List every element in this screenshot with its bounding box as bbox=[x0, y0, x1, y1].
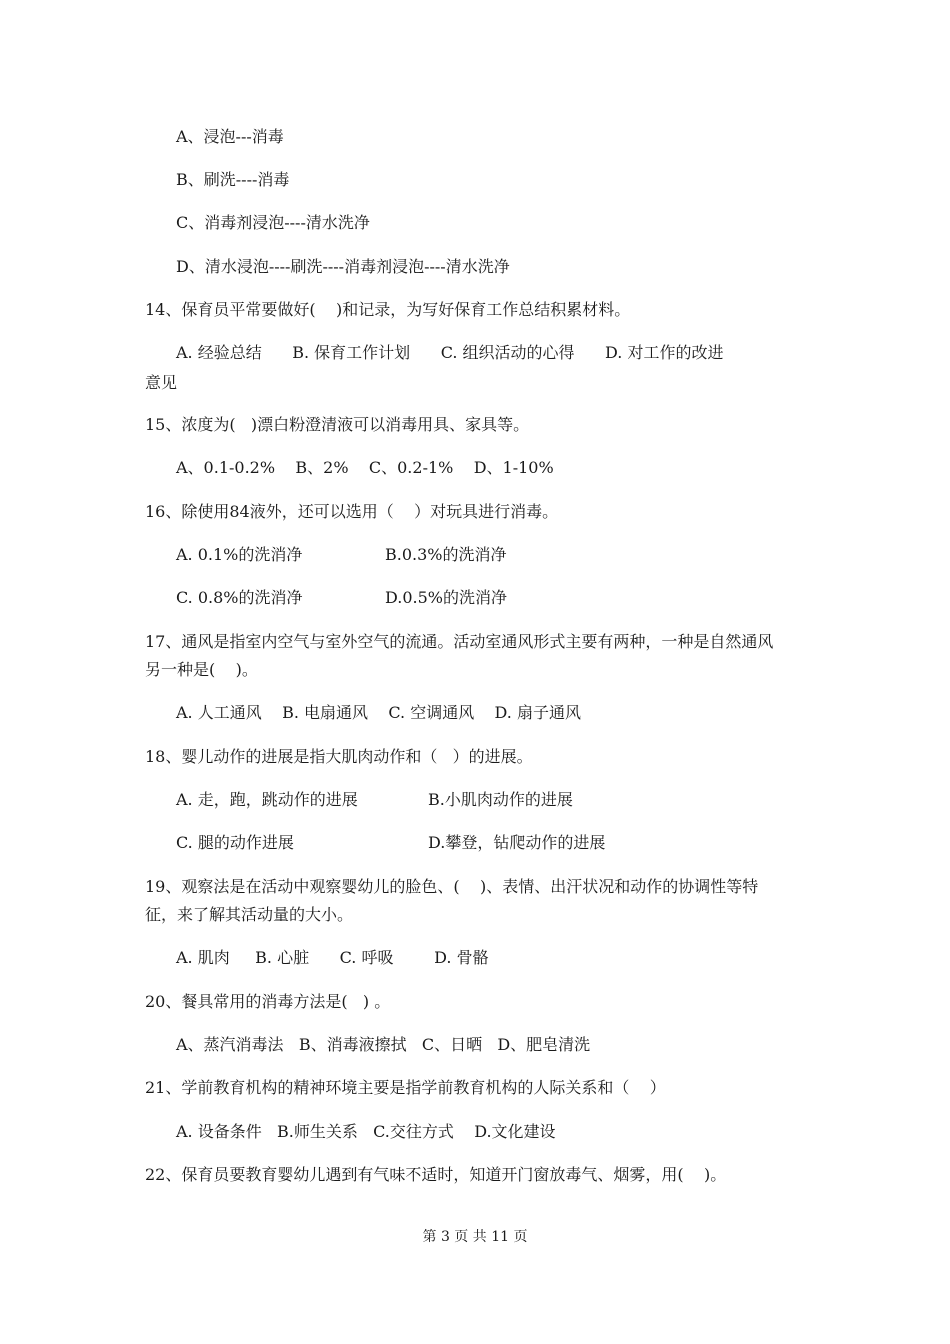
q13-option-c: C、消毒剂浸泡----清水洗净 bbox=[176, 213, 370, 232]
q13-option-b: B、刷洗----消毒 bbox=[176, 170, 290, 189]
q21-options: A. 设备条件 B.师生关系 C.交往方式 D.文化建设 bbox=[176, 1122, 556, 1141]
q18-stem: 18、婴儿动作的进展是指大肌肉动作和（ ）的进展。 bbox=[145, 747, 533, 766]
q14-options: A. 经验总结 B. 保育工作计划 C. 组织活动的心得 D. 对工作的改进 bbox=[176, 343, 724, 362]
q16-option-b: B.0.3%的洗消净 bbox=[385, 545, 507, 564]
q13-option-a: A、浸泡---消毒 bbox=[176, 127, 284, 146]
q22-stem: 22、保育员要教育婴幼儿遇到有气味不适时，知道开门窗放毒气、烟雾，用( )。 bbox=[145, 1165, 727, 1184]
q19-stem: 19、观察法是在活动中观察婴幼儿的脸色、( )、表情、出汗状况和动作的协调性等特 bbox=[145, 877, 759, 896]
q14-stem: 14、保育员平常要做好( )和记录，为写好保育工作总结积累材料。 bbox=[145, 300, 631, 319]
q18-option-a: A. 走，跑，跳动作的进展 bbox=[176, 790, 358, 809]
q19-stem-continued: 征，来了解其活动量的大小。 bbox=[145, 905, 354, 924]
q15-options: A、0.1-0.2% B、2% C、0.2-1% D、1-10% bbox=[176, 458, 554, 477]
q16-option-c: C. 0.8%的洗消净 bbox=[176, 588, 303, 607]
q16-stem: 16、除使用84液外，还可以选用（ ）对玩具进行消毒。 bbox=[145, 502, 559, 521]
q18-option-b: B.小肌肉动作的进展 bbox=[428, 790, 573, 809]
q19-options: A. 肌肉 B. 心脏 C. 呼吸 D. 骨骼 bbox=[176, 948, 489, 967]
q18-option-d: D.攀登，钻爬动作的进展 bbox=[428, 833, 606, 852]
q14-options-continued: 意见 bbox=[145, 373, 178, 392]
q17-options: A. 人工通风 B. 电扇通风 C. 空调通风 D. 扇子通风 bbox=[176, 703, 581, 722]
q13-option-d: D、清水浸泡----刷洗----消毒剂浸泡----清水洗净 bbox=[176, 257, 510, 276]
q17-stem: 17、通风是指室内空气与室外空气的流通。活动室通风形式主要有两种，一种是自然通风 bbox=[145, 632, 774, 651]
q20-stem: 20、餐具常用的消毒方法是( ) 。 bbox=[145, 992, 391, 1011]
q21-stem: 21、学前教育机构的精神环境主要是指学前教育机构的人际关系和（ ） bbox=[145, 1078, 666, 1097]
q16-option-a: A. 0.1%的洗消净 bbox=[176, 545, 303, 564]
q20-options: A、蒸汽消毒法 B、消毒液擦拭 C、日晒 D、肥皂清洗 bbox=[176, 1035, 591, 1054]
q15-stem: 15、浓度为( )漂白粉澄清液可以消毒用具、家具等。 bbox=[145, 415, 530, 434]
page-number: 第 3 页 共 11 页 bbox=[422, 1229, 528, 1245]
q16-option-d: D.0.5%的洗消净 bbox=[385, 588, 507, 607]
q17-stem-continued: 另一种是( )。 bbox=[145, 660, 258, 679]
q18-option-c: C. 腿的动作进展 bbox=[176, 833, 294, 852]
